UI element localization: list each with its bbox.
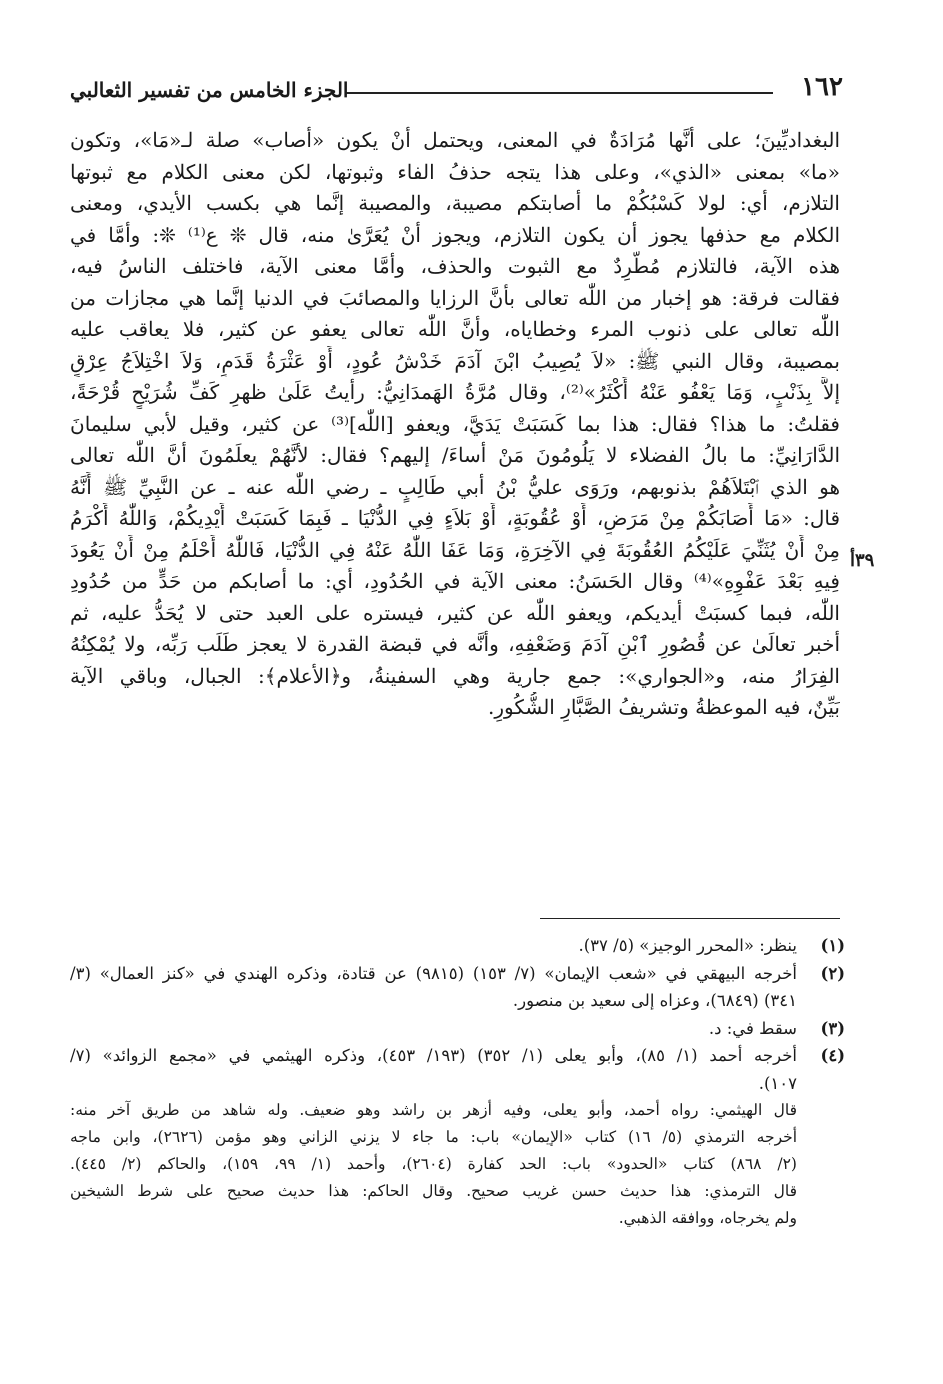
footnote-line: ينظر: «المحرر الوجيز» (٥/ ٣٧). [578,936,797,955]
footnote-line: (٢/ ٨٦٨) كتاب «الحدود» باب: الحد كفارة (٢٦٠٤)، وأحمد (١/ ٩٩، ١٥٩)، والحاكم (٢/ ٤٤٥). [70,1155,797,1173]
footnote-line: أخرجه أحمد (١/ ٨٥)، وأبو يعلى (١/ ٣٥٢) (١٩٣/ ٤٥٣)، وذكره الهيثمي في «مجمع الزوائد» (٧/ [70,1046,797,1065]
manuscript-folio-marker: ٣٩أ [850,550,875,571]
footnote-line: ١٠٧). [758,1073,797,1093]
text-line: الدَّارَانِيِّ: ما بالُ الفضلاء لا يَلُومُونَ مَنْ أساءَ/ إليهم؟ فقال: لأنَّهُمْ يعلَمُونَ أنَّ اللّٰه تعالى [70,443,840,467]
running-title: الجزء الخامس من تفسير الثعالبي [70,78,349,102]
footnote-line: أخرجه الترمذي (٥/ ١٦) كتاب «الإيمان» باب: ما جاء لا يزني الزاني وهو مؤمن (٢٦٢٦)، وابن ماجه [70,1128,797,1146]
text-line: فِيهِ بَعْدَ عَفْوِهِ»⁽⁴⁾ وقال الحَسَنُ: معنى الآية في الحُدُودِ، أي: ما أصابكم من حَدٍّ من حُدُودِ [70,569,840,593]
text-line: فقالت فرقة: هو إخبار من اللّٰه تعالى بأنَّ الرزايا والمصائبَ في الدنيا إنَّما هي مجازات من [70,285,840,310]
footnote-line: سقط في: د. [708,1018,797,1038]
page-header [70,68,843,108]
page-number: ١٦٢ [801,72,843,102]
footnote-line: قال الهيثمي: رواه أحمد، وأبو يعلى، وفيه أزهر بن راشد وهو ضعيف. وله شاهد من طريق آخر منه: [70,1101,797,1119]
footnote-line: قال الترمذي: هذا حديث حسن غريب صحيح. وقال الحاكم: هذا حديث صحيح على شرط الشيخين [70,1182,797,1200]
footnote-4-commentary [70,1097,845,1232]
text-line: التلازم، أي: لولا كَسْبُكُمْ ما أصابتكم مصيبة، والمصيبة إنَّما هي بكسب الأيدي، ومعنى [70,191,840,215]
text-line: بمصيبة، وقال النبي ﷺ: «لاَ يُصِيبُ ابْنَ آدَمَ خَدْشُ عُودٍ، أَوْ عَثْرَةُ قَدَمٍ، وَلاَ اخْتِلاَجُ عِرْقٍ [70,348,840,373]
footnote-line: ولم يخرجاه، ووافقه الذهبي. [618,1209,797,1227]
footnote-2 [70,960,845,1015]
text-line: «ما» بمعنى «الذي»، وعلى هذا يتجه حذفُ الفاء وثبوتها، لكن معنى الكلام مع ثبوتها [70,159,840,184]
footnote-number: (٤) [820,1046,845,1065]
text-line: أخبر تعالَىٰ عن قُصُورِ ٱبْنِ آدَمَ وَضَعْفِهِ، وأنَّه في قبضة القدرة لا يعجز طَلَب رَبِّه، ولا يُمْكِنُهُ [70,632,840,656]
text-line: قال: «مَا أَصَابَكُمْ مِنْ مَرَضٍ، أَوْ عُقُوبَةٍ، أَوْ بَلاَءٍ فِي الدُّنْيَا ـ فَبِمَا كَسَبَتْ أَيْدِيكُمْ، وَاللّٰهُ أَكْرَمُ [70,506,840,530]
text-line: بَيِّنٌ، فيه الموعظةُ وتشريفُ الصَّبَّارِ الشُّكُورِ. [487,695,840,719]
text-line: اللّٰه، فبما كسبَتْ أيديكم، ويعفو اللّٰه عن كثير، فيستره على العبد حتى لا يُحَدُّ عليه، ثم [70,600,840,625]
footnote-number: (٢) [820,963,845,983]
text-line: هذه الآية، فالتلازم مُطَّرِدٌ مع الثبوت والحذف، وأمَّا معنى الآية، فاختلف الناسُ فيه، [70,254,840,278]
text-line: إلاَّ بِذَنْبٍ، وَمَا يَعْفُو عَنْهُ أَكْثَرُ»⁽²⁾، وقال مُرَّةُ الهَمدَانِيُّ: رأيتُ عَلَىٰ ظهرِ كَفِّ شُرَيْحٍ قُرْحَةً، [70,380,840,404]
text-line: اللّٰه تعالى على ذنوب المرء وخطاياه، وأنَّ اللّٰه تعالى يعفو عن كثير، فلا يعاقب عليه [70,317,840,341]
footnote-line: ٣٤١) (٦٨٤٩)، وعزاه إلى سعيد بن منصور. [512,991,797,1010]
footnote-number: (٣) [820,1018,845,1038]
header-rule [345,92,773,94]
footnote-4 [70,1042,845,1097]
footnote-separator [540,918,840,919]
main-text [70,125,840,724]
footnote-line: أخرجه البيهقي في «شعب الإيمان» (٧/ ١٥٣) (٩٨١٥) عن قتادة، وذكره الهندي في «كنز العمال» (٣/ [70,963,797,983]
text-line: مِنْ أَنْ يُثَنِّيَ عَلَيْكُمُ العُقُوبَةَ فِي الآخِرَةِ، وَمَا عَفَا اللّٰهُ عَنْهُ فِي الدُّنْيَا، فَاللّٰهُ أَحْلَمُ مِنْ أَنْ يَعُودَ [70,537,840,562]
footnote-1 [70,932,845,960]
text-line: هو الذي ٱبْتَلاَهُمْ بذنوبهم، ورَوَى عليُّ بْنُ أبي طَالِبٍ ـ رضي اللّٰه عنه ـ عن النَّبِيِّ ﷺ أَنَّهُ [70,474,840,499]
text-line: البغداديِّينَ؛ على أنَّها مُرَادَةٌ في المعنى، ويحتمل أنْ يكون «أصاب» صلة لـ«مَا»، وتكون [70,128,840,152]
footnotes [70,932,845,1232]
text-line: الكلام مع حذفها يجوز أن يكون التلازم، ويجوز أنْ يُعَرَّىٰ منه، قال ❊ ع⁽¹⁾ ❊: وأمَّا في [70,222,840,247]
footnote-number: (١) [820,936,845,955]
text-line: فقلتُ: ما هذا؟ فقال: هذا بما كَسَبَتْ يَدَيَّ، ويعفو [اللّٰه]⁽³⁾ عن كثير، وقيل لأبي سليمانَ [70,411,840,436]
footnote-3 [70,1015,845,1043]
text-line: الفِرَارُ منه، و«الجواري»: جمع جارية وهي السفينةُ، و﴿الأعلام﴾: الجبال، وباقي الآية [70,663,840,688]
